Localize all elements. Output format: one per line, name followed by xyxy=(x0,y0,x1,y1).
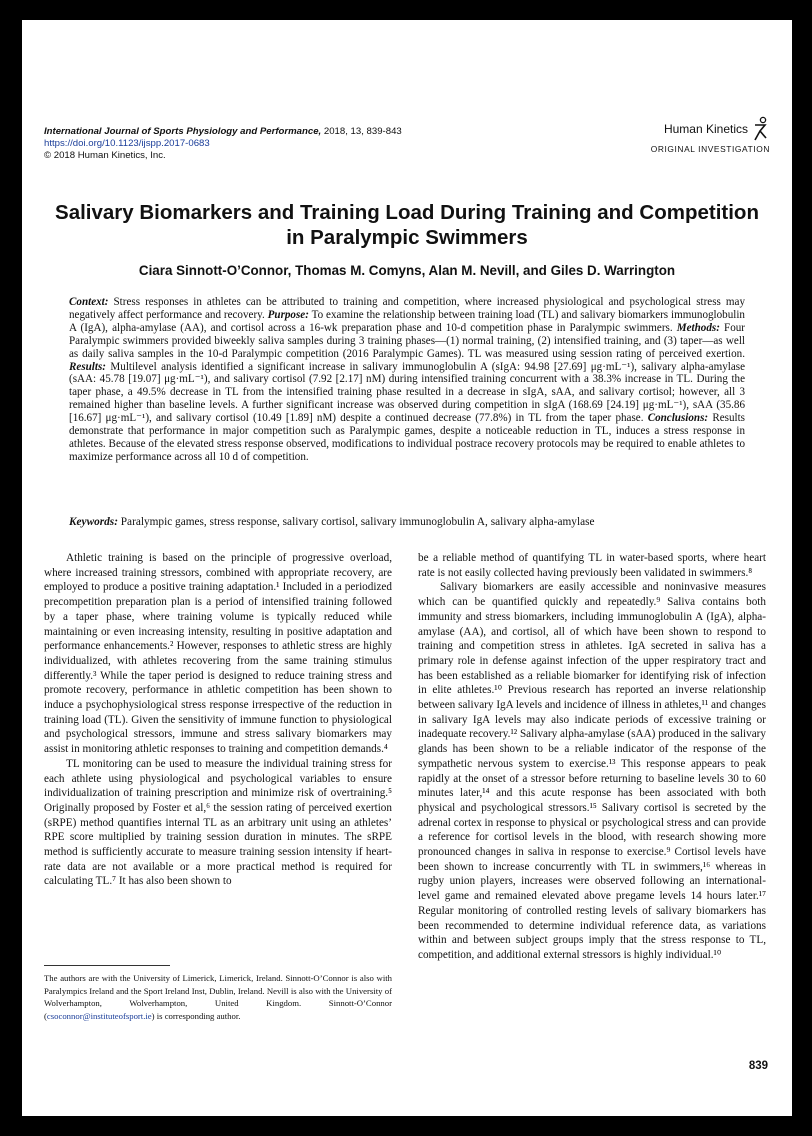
journal-name: International Journal of Sports Physiology and Performance, xyxy=(44,126,322,137)
keywords-list: Paralympic games, stress response, salivary cortisol, salivary immunoglobulin A, salivary alpha-amylase xyxy=(117,516,595,528)
author-affiliation-footnote xyxy=(44,972,392,1022)
journal-page xyxy=(22,20,792,1116)
body-paragraph: be a reliable method of quantifying TL in water-based sports, where heart rate is not easily collected having previously been validated in swimmers.⁸ xyxy=(418,552,766,579)
body-paragraph: Salivary biomarkers are easily accessible and noninvasive measures which can be quantified quickly and repeatedly.⁹ Saliva contains both immunity and stress biomarkers, including immunoglobulin A (IgA), alpha-amylase (AA), and cortisol, all of which have been shown to respond to training and competition stress in athletes. IgA secreted in saliva has a primary role in defense against infection of the upper respiratory tract and has been established as a reliable biomarker for identifying risk of infection in elite athletes.¹⁰ Previous research has reported an inverse relationship between salivary IgA levels and incidence of illness in athletes,¹¹ and changes in salivary IgA levels may also indicate periods of excessive training or inadequate recovery.¹² Salivary alpha-amylase (sAA) produced in the salivary glands has been shown to be a reliable indicator of the response of the sympathetic nervous system to exercise.¹³ This response appears to peak rapidly at the onset of a stressor before returning to baseline levels 30 to 60 minutes later,¹⁴ and this acute response has been associated with both physical and psychological stressors.¹⁵ Salivary cortisol is secreted by the adrenal cortex in response to physical or psychological stress and can provide a reference for cortisol levels in the blood, with research showing more pronounced changes in saliva in response to exercise.⁹ Cortisol levels have been shown to increase concurrently with TL in swimmers,¹⁶ whereas in rugby union players, increases were observed following an international-level game and remained elevated above pregame levels 14 hours later.¹⁷ Regular monitoring of controlled resting levels of salivary biomarkers has been recommended to determine individual reference data, as variations within and between subject groups imply that the stress response to TL, competition, and additional external stressors is highly individual.¹⁰ xyxy=(418,581,766,961)
publisher-block xyxy=(651,116,770,154)
article-title: Salivary Biomarkers and Training Load During Training and Competition in Paralympic Swimmers xyxy=(55,201,759,249)
human-kinetics-logo-icon xyxy=(752,116,770,142)
journal-volume: 2018, 13, 839-843 xyxy=(321,126,402,137)
article-type-label: ORIGINAL INVESTIGATION xyxy=(650,144,770,154)
abstract-purpose-label: Purpose: xyxy=(267,308,309,321)
body-paragraph: TL monitoring can be used to measure the individual training stress for each athlete using physiological and psychological variables to ensure individualization of training prescription and minimize risk of overtraining.⁵ Originally proposed by Foster et al,⁶ the session rating of perceived exertion (sRPE) method quantifies internal TL as an arbitrary unit using an athletes’ RPE score multiplied by training session duration in minutes. The sRPE method is sufficiently accurate to measure training session intensity if heart-rate data are not available or a more practical method is required for calculating TL.⁷ It has also been shown to xyxy=(44,757,392,888)
abstract-purpose: To examine the relationship between training load (TL) and salivary biomarkers immunoglobulin A (IgA), alpha-amylase (AA), and cortisol across a 16-wk preparation phase and 10-d competition phase in Paralympic swimmers. xyxy=(69,308,745,334)
abstract-results-label: Results: xyxy=(69,360,106,373)
abstract-conclusions: Results demonstrate that performance in major competition such as Paralympic games, despite a noticeable reduction in TL, induces a stress response in athletes. Because of the elevated stress response observed, modifications to individual postrace recovery protocols may be required to enable athletes to maximize performance across all 10 d of competition. xyxy=(69,412,745,463)
journal-citation-line xyxy=(44,126,402,138)
footnote-text-end: ) is corresponding author. xyxy=(151,1010,241,1021)
corresponding-email-link[interactable]: csoconnor@instituteofsport.ie xyxy=(46,1010,152,1021)
footnote-text: The authors are with the University of Limerick, Limerick, Ireland. Sinnott-O’Connor is also with Paralympics Ireland and the Sport Ireland Inst, Dublin, Ireland. Nevill is also with the University of Wolverhampton, Wolverhampton, United Kingdom. Sinnott-O’Connor ( xyxy=(44,973,392,1021)
copyright: © 2018 Human Kinetics, Inc. xyxy=(44,150,166,161)
abstract-context-label: Context: xyxy=(69,296,109,308)
page-number: 839 xyxy=(748,1060,768,1072)
keywords xyxy=(69,516,745,529)
publisher-brand xyxy=(651,116,770,142)
article-authors: Ciara Sinnott-O’Connor, Thomas M. Comyns, Alan M. Nevill, and Giles D. Warrington xyxy=(138,263,676,278)
body-column-right xyxy=(418,551,766,963)
keywords-label: Keywords: xyxy=(69,516,118,528)
journal-header xyxy=(44,126,402,162)
doi-link[interactable]: https://doi.org/10.1123/ijspp.2017-0683 xyxy=(44,138,210,149)
abstract-context: Stress responses in athletes can be attributed to training and competition, where increased physiological and psychological stress may negatively affect performance and recovery. xyxy=(69,296,745,321)
abstract-methods-label: Methods: xyxy=(676,321,720,334)
footnote-divider xyxy=(44,965,170,966)
body-column-left xyxy=(44,551,392,889)
abstract xyxy=(69,296,745,464)
abstract-conclusions-label: Conclusions: xyxy=(647,412,709,425)
publisher-name: Human Kinetics xyxy=(663,122,748,136)
body-paragraph: Athletic training is based on the principle of progressive overload, where increased training stressors, combined with appropriate recovery, are employed to produce a positive training adaptation.¹ Included in a periodized precompetition preparation plan is a period of intensified training followed by a taper phase, where training volume is typically reduced while maintaining or even increasing intensity, resulting in positive adaptation and performance enhancements.² However, responses to athletic stress are highly individualized, with athletes recovering from the same training stimulus differently.³ While the taper period is designed to reduce training stress and promote recovery, performance in athletic competition has been shown to induce a psychophysiological stress response irrespective of the reduction in training load (TL). Given the sensitivity of immune function to physiological and psychological stressors, immune and stress salivary biomarkers may assist in monitoring athletic responses to training and competition demands.⁴ xyxy=(44,552,392,756)
abstract-methods: Four Paralympic swimmers provided biweekly saliva samples during 3 training phases—(1) normal training, (2) intensified training, and (3) taper—as well as daily saliva samples in the 10-d Paralympic competition (2016 Paralympic Games). TL was measured using session rating of perceived exertion. xyxy=(69,321,746,360)
abstract-results: Multilevel analysis identified a significant increase in salivary immunoglobulin A (sIgA: 94.98 [27.69] μg·mL⁻¹), salivary alpha-amylase (sAA: 45.78 [19.07] μg·mL⁻¹), and salivary cortisol (7.92 [2.17] nM) during intensified training concurrent with a 38.3% increase in TL. During the taper phase, a 49.5% decrease in TL from the intensified training phase resulted in a decrease in sIgA, sAA, and salivary cortisol; however, all 3 remained higher than baseline levels. A further significant increase was observed during competition in sIgA (168.69 [24.19] μg·mL⁻¹), sAA (35.86 [16.67] μg·mL⁻¹), and salivary cortisol (10.49 [1.89] nM) despite a continued decrease (77.8%) in TL from the taper phase. xyxy=(69,360,745,425)
